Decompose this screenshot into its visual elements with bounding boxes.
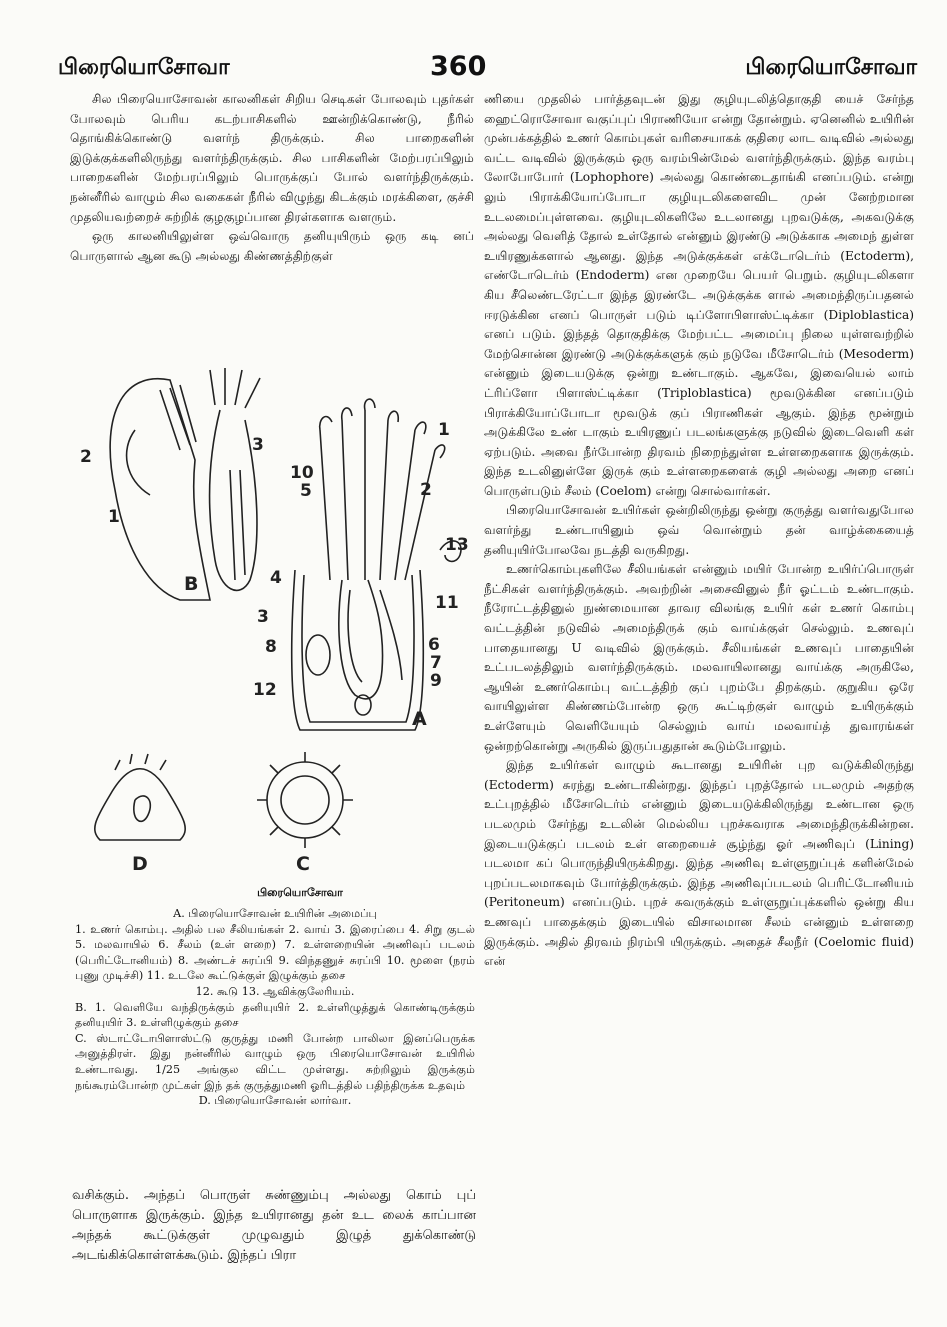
label-5: 5	[300, 481, 312, 501]
label-9: 9	[430, 671, 442, 691]
label-12: 12	[253, 680, 277, 700]
panel-label-a: A	[412, 708, 427, 730]
panel-label-c: C	[296, 853, 310, 875]
caption-b-line: B. 1. வெளியே வந்திருக்கும் தனியுயிர் 2. உள்ளிழுத்துக் கொண்டிருக்கும் தனியுயிர் 3. உள்ளிழுக்கும் தசை	[75, 1000, 475, 1030]
paragraph: சில பிரையொசோவன் காலனிகள் சிறிய செடிகள் போலவும் புதர்கள் போலவும் பெரிய கடற்பாசிகளில் ஊன்றிக்கொண்டு, நீரில் தொங்கிக்கொண்டு வளர்ந் திருக்கும். சில பாறைகளின் இடுக்குக்களிலிருந்து வளர்ந்திருக்கும். சில பாசிகளின் மேற்பரப்பிலும் பாறைகளின் மேற்பரப்பிலும் பொருக்குப் போல் வளர்ந்திருக்கும். நன்னீரில் வாழும் சில வகைகள் நீரில் விழுந்து கிடக்கும் மரக்கிளை, குச்சி முதலியவற்றைச் சுற்றிக் குழகுழப்பான திரள்களாக வளரும்.	[70, 92, 474, 224]
paragraph: ணியை முதலில் பார்த்தவுடன் இது குழியுடலித்தொகுதி யைச் சேர்ந்த ஹைட்ரொசோவா வகுப்புப் பிராணியோ என்று தோன்றும். ஏனெனில் உயிரின் முன்பக்கத்தில் உணர் கொம்புகள் வரிசையாகக் குதிரை லாட வடிவில் அல்லது வட்ட வடிவில் இருக்கும் ஒரு வரம்பின்மேல் வளர்ந்திருக்கும். இந்த வரம்பு லோபோபோர் (Lophophore) அல்லது கொண்டைதாங்கி எனப்படும். என்று லும் பிராக்கியோப்போடா குழியுடலிகளைவிட முன் னேற்றமான உடலமைப்புள்ளவை. குழியுடலிகளிலே உடலானது புறவடுக்கு, அகவடுக்கு அல்லது வெளித் தோல் உள்தோல் என்னும் இரண்டு அடுக்காக அமைந் துள்ள உயிரணுக்களால் ஆனது. இந்த அடுக்குக்கள் எக்டோடெர்ம் (Ectoderm), எண்டோடெர்ம் (Endoderm) என முறையே பெயர் பெறும். குழியுடலிகளா கிய சீலெண்டரேட்டா இந்த இரண்டே அடுக்குக்க ளால் அமைந்திருப்பதனல் ஈரடுக்கின எனப் பொருள் படும் டிப்ளோபிளாஸ்ட்டிக்கா (Diploblastica) எனப் படும். இந்தத் தொகுதிக்கு மேற்பட்ட அமைப்பு நிலை யுள்ளவற்றில் மேற்சொன்ன இரண்டு அடுக்குக்களுக் கும் நடுவே மீசோடெர்ம் (Mesoderm) என்னும் இடையடுக்கு ஒன்று உண்டாகும். ஆகவே, இவையெல் லாம் ட்ரிப்ளோ பிளாஸ்ட்டிக்கா (Triploblastica) மூவடுக்கின எனப்படும் பிராக்கியோப்போடா மூவடுக் குப் பிராணிகள் ஆகும். இந்த மூன்றும் அடுக்கிலே உண் டாகும் உயிரணுப் படலங்களுக்கு நடுவில் இடைவெளி கள் ஏற்படும். அவை நீர்போன்ற திரவம் நிறைந்துள்ள உள்ளறைகளாக இருக்கும். இந்த உடலினுள்ளே இருக் கும் உள்ளறைகளைக் குழி அல்லது அறை எனப் பொருள்படும் சீலம் (Coelom) என்று சொல்வார்கள்.	[484, 92, 914, 498]
label-6: 6	[428, 635, 440, 655]
caption-c-line: C. ஸ்டாட்டோபிளாஸ்ட்டு குருத்து மணி போன்ற பாலிலா இனப்பெருக்க அனுத்திரள். இது நன்னீரில் வாழும் ஒரு பிரையொசோவன் உயிரில் உண்டாவது. 1/25 அங்குல விட்ட முள்ளது. சுற்றிலும் இருக்கும் நங்கூரம்போன்ற முட்கள் இந் தக் குருத்துமணி ஓரிடத்தில் பதிந்திருக்க உதவும்	[75, 1031, 475, 1092]
left-column-top	[70, 90, 474, 266]
label-2-b: 2	[80, 447, 92, 467]
bryozoa-illustration	[20, 350, 490, 890]
label-11: 11	[435, 593, 459, 613]
bryozoa-figure	[20, 350, 490, 910]
running-title-left: பிரையொசோவா	[58, 55, 230, 80]
label-1-b: 1	[108, 507, 120, 527]
label-1: 1	[438, 420, 450, 440]
paragraph: பிரையொசோவன் உயிர்கள் ஒன்றிலிருந்து ஒன்று குருத்து வளர்வதுபோல வளர்ந்து உண்டாயினும் ஒவ் வொன்றும் தன் வாழ்க்கையைத் தனியுயிர்போலவே நடத்தி வருகிறது.	[484, 503, 914, 557]
figure-caption	[75, 906, 475, 1109]
caption-a-line: 12. கூடு 13. ஆவிக்குலேரியம்.	[195, 984, 355, 998]
paragraph: வசிக்கும். அந்தப் பொருள் சுண்ணும்பு அல்லது கொம் புப் பொருளாக இருக்கும். இந்த உயிரானது தன் உட லைக் காப்பான அந்தக் கூட்டுக்குள் முழுவதும் இழுத் துக்கொண்டு அடங்கிக்கொள்ளக்கூடும். இந்தப் பிரா	[72, 1188, 476, 1263]
panel-label-d: D	[132, 853, 148, 875]
label-7: 7	[430, 653, 442, 673]
page-number: 360	[430, 51, 487, 82]
caption-a-line: 1. உணர் கொம்பு. அதில் பல சீலியங்கள் 2. வாய் 3. இரைப்பை 4. சிறு குடல் 5. மலவாயில் 6. சீலம் (உள் ளறை) 7. உள்ளறையின் அணிவுப் படலம் (பெரிட்டோனியம்) 8. அண்டச் சுரப்பி 9. விந்தணுச் சுரப்பி 10. மூளை (நரம் புணு முடிச்சி) 11. உடலே கூட்டுக்குள் இழுக்கும் தசை	[75, 922, 475, 983]
label-13: 13	[445, 535, 469, 555]
caption-d-line: D. பிரையொசோவன் லார்வா.	[198, 1094, 352, 1108]
label-3: 3	[257, 607, 269, 627]
paragraph: இந்த உயிர்கள் வாழும் கூடானது உயிரின் புற வடுக்கிலிருந்து (Ectoderm) சுரந்து உண்டாகின்றது. இந்தப் புறத்தோல் படலமும் அதற்கு உட்புறத்தில் மீசோடெர்ம் என்னும் இடையடுக்கிலிருந்து உண்டான ஒரு படலமும் சேர்ந்து உடலின் மெல்லிய புறச்சுவராக அமைந்திருக்கின்றன. இடையடுக்குப் படலம் உள் ளறையைச் சூழ்ந்து ஓர் அணிவுப் (Lining) படலமா கப் பொருந்தியிருக்கிறது. இந்த அணிவு உள்ளுறுப்புக் களின்மேல் புறப்படலமாகவும் போர்த்திருக்கும். இந்த அணிவுப்படலம் பெரிட்டோனியம் (Peritoneum) எனப்படும். புறச் சுவருக்கும் உள்ளுறுப்புக்களில் ஒன்று கிய உணவுப் பாதைக்கும் இடையில் விசாலமான சீலம் என்னும் உள்ளறை இருக்கும். அதில் திரவம் நிரம்பி யிருக்கும். அதைச் சீலநீர் (Coelomic fluid) என்	[484, 758, 914, 969]
label-10: 10	[290, 463, 314, 483]
left-column-bottom	[72, 1186, 476, 1266]
panel-label-b: B	[184, 573, 199, 595]
caption-a-title: A. பிரையொசோவன் உயிரின் அமைப்பு	[173, 907, 377, 920]
paragraph: உணர்கொம்புகளிலே சீலியங்கள் என்னும் மயிர் போன்ற உயிர்ப்பொருள் நீட்சிகள் வளர்ந்திருக்கும். அவற்றின் அசைவினுல் நீர் ஓட்டம் உண்டாகும். நீரோட்டத்தினுல் நுண்மையான தாவர விலங்கு உயிர் கள் உணர் கொம்பு வட்டத்தின் நடுவில் அமைந்திருக் கும் வாய்க்குள் செல்லும். உணவுப் பாதையானது U வடிவில் இருக்கும். சீலியங்கள் உணவுப் பாதையின் உட்படலத்திலும் வளர்ந்திருக்கும். மலவாயிலானது வாய்க்கு அருகிலே, ஆயின் உணர்கொம்பு வட்டத்திற் குப் புறம்பே திறக்கும். குறுகிய ஒரே வாயிலுள்ள கிண்ணம்போன்ற ஒரு கூட்டிற்குள் வாழும் உயிருக்கும் உள்ளேயும் வெளியேயும் செல்லும் வாய் மலவாய்த் துவாரங்கள் ஒன்றற்கொன்று அருகில் இருப்பதுதான் கூடும்போலும்.	[484, 562, 914, 753]
page-header	[0, 51, 947, 95]
right-column	[484, 90, 914, 972]
paragraph: ஒரு காலனியிலுள்ள ஒவ்வொரு தனியுயிரும் ஒரு கடி னப் பொருளால் ஆன கூடு அல்லது கிண்ணத்திற்குள்	[70, 229, 474, 263]
running-title-right: பிரையொசோவா	[745, 55, 917, 80]
figure-title: பிரையொசோவா	[257, 886, 343, 899]
label-2: 2	[420, 480, 432, 500]
label-3-b: 3	[252, 435, 264, 455]
label-4: 4	[270, 568, 282, 588]
label-8: 8	[265, 637, 277, 657]
